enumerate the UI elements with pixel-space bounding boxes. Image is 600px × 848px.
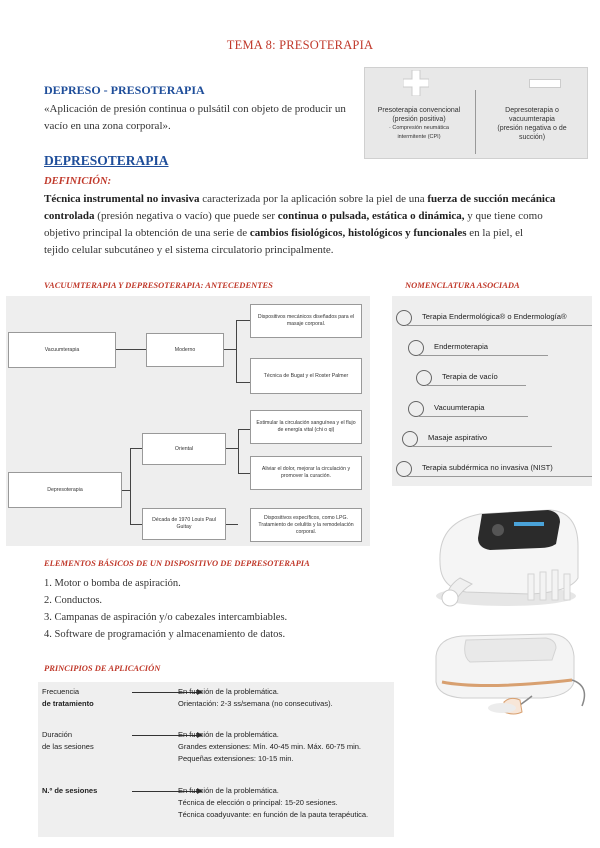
underline — [418, 416, 528, 417]
freq-label-1: Frecuencia — [42, 687, 80, 696]
node-moderno: Moderno — [146, 333, 224, 367]
def-bold-5: cambios fisiológicos, histológicos y funcionales — [249, 227, 467, 239]
dur-values — [178, 729, 361, 765]
nomenclatura-heading: NOMENCLATURA ASOCIADA — [405, 280, 520, 290]
depreso-line-1: «Aplicación de presión continua o pulsátil con objeto de producir un — [44, 103, 346, 115]
underline — [426, 385, 526, 386]
connector — [116, 349, 146, 350]
node-oriental: Oriental — [142, 433, 226, 465]
plus-icon — [403, 70, 429, 96]
def-text-4: objetivo principal la obtención de una serie de — [44, 227, 250, 239]
depreso-heading: DEPRESO - PRESOTERAPIA — [44, 83, 205, 97]
ses-values — [178, 785, 368, 821]
circle-marker — [396, 310, 412, 326]
connector — [236, 320, 237, 382]
node-bugat: Técnica de Bugat y el Roster Palmer — [250, 358, 362, 394]
connector — [122, 490, 130, 491]
connector — [238, 473, 250, 474]
def-text-6: tejido celular subcutáneo y el sistema circulatorio principalmente. — [44, 244, 334, 256]
freq-values — [178, 686, 333, 710]
dur-value-3: Pequeñas extensiones: 10-15 min. — [178, 754, 294, 763]
connector — [226, 524, 238, 525]
minus-icon — [529, 79, 561, 88]
positive-item-2: intermitente (CPI) — [397, 134, 441, 140]
definition-paragraph — [44, 191, 564, 259]
negative-title-1: Depresoterapia o — [505, 107, 559, 114]
antecedentes-heading: VACUUMTERAPIA Y DEPRESOTERAPIA: ANTECEDENTES — [44, 280, 273, 290]
node-depresoterapia: Depresoterapia — [8, 472, 122, 508]
freq-value-1: En función de la problemática. — [178, 687, 279, 696]
connector — [236, 382, 250, 383]
node-vacuumterapia: Vacuumterapia — [8, 332, 116, 368]
dur-label-1: Duración — [42, 730, 73, 739]
dur-value-1: En función de la problemática. — [178, 730, 279, 739]
connector — [130, 448, 142, 449]
depresotherapy-device-image — [420, 492, 592, 612]
node-decada-1970: Década de 1970 Louis Paul Guitay — [142, 508, 226, 540]
positive-sub: (presión positiva) — [392, 116, 446, 123]
comparison-diagram — [364, 67, 588, 159]
nom-item-label: Endermoterapia — [434, 342, 489, 351]
elementos-item: 4. Software de programación y almacenamiento de datos. — [44, 629, 286, 640]
underline — [406, 325, 592, 326]
depreso-definition — [44, 101, 364, 135]
negative-title-2: vacuumterapia — [509, 116, 555, 123]
nom-item-label: Terapia Endermológica® o Endermología® — [422, 312, 567, 321]
connector — [224, 349, 236, 350]
node-aliviar: Aliviar el dolor, mejorar la circulación y promover la curación. — [250, 456, 362, 490]
underline — [412, 446, 552, 447]
ses-value-2: Técnica de elección o principal: 15-20 sesiones. — [178, 798, 338, 807]
positive-pressure-box — [367, 100, 471, 156]
connector — [130, 524, 142, 525]
positive-item-1: · Compresión neumática — [389, 125, 449, 131]
nom-item-label: Terapia subdérmica no invasiva (NIST) — [422, 463, 553, 472]
antecedentes-diagram — [6, 296, 370, 546]
connector — [130, 448, 131, 524]
definition-label: DEFINICIÓN: — [44, 176, 112, 187]
dur-label — [42, 729, 94, 753]
depresotherapy-device-image-2 — [422, 626, 592, 716]
ses-value-3: Técnica coadyuvante: en función de la pauta terapéutica. — [178, 810, 369, 819]
underline — [418, 355, 548, 356]
connector — [238, 429, 250, 430]
circle-marker — [396, 461, 412, 477]
nomenclatura-diagram — [392, 296, 592, 486]
def-text-1: caracterizada por la aplicación sobre la piel de una — [199, 193, 428, 205]
def-bold-3: controlada — [44, 210, 95, 222]
depresoterapia-heading: DEPRESOTERAPIA — [44, 153, 169, 168]
def-bold-2: fuerza de succión mecánica — [427, 193, 556, 205]
def-bold-4: continua o pulsada, estática o dinámica, — [277, 210, 465, 222]
circle-marker — [408, 340, 424, 356]
underline — [406, 476, 592, 477]
nom-item-label: Vacuumterapia — [434, 403, 485, 412]
elementos-heading: ELEMENTOS BÁSICOS DE UN DISPOSITIVO DE DEPRESOTERAPIA — [44, 558, 310, 568]
circle-marker — [408, 401, 424, 417]
negative-pressure-box — [481, 106, 583, 142]
dur-value-2: Grandes extensiones: Mín. 40-45 min. Máx. 60-75 min. — [178, 742, 362, 751]
connector — [236, 320, 250, 321]
positive-title: Presoterapia convencional — [377, 107, 461, 114]
page-title: TEMA 8: PRESOTERAPIA — [226, 38, 374, 52]
circle-marker — [402, 431, 418, 447]
elementos-item: 1. Motor o bomba de aspiración. — [44, 578, 181, 589]
negative-sub-2: succión) — [518, 134, 546, 141]
depreso-line-2: vacío en una zona corporal». — [44, 120, 171, 132]
connector — [226, 448, 238, 449]
def-text-5: en la piel, el — [466, 227, 524, 239]
freq-label — [42, 686, 94, 710]
node-dispositivos-especificos: Dispositivos específicos, como LPG. Tratamiento de celulitis y la remodelación corporal. — [250, 508, 362, 542]
def-bold-1: Técnica instrumental no invasiva — [44, 193, 200, 205]
freq-label-2: de tratamiento — [42, 699, 94, 708]
comparison-divider — [475, 90, 476, 154]
node-dispositivos-mecanicos: Dispositivos mecánicos diseñados para el masaje corporal. — [250, 304, 362, 338]
elementos-item: 2. Conductos. — [44, 595, 103, 606]
ses-value-1: En función de la problemática. — [178, 786, 279, 795]
ses-label-1: N.º de sesiones — [42, 786, 98, 795]
def-text-3: y que tiene como — [464, 210, 543, 222]
principios-heading: PRINCIPIOS DE APLICACIÓN — [44, 663, 161, 673]
dur-label-2: de las sesiones — [42, 742, 94, 751]
circle-marker — [416, 370, 432, 386]
elementos-list — [44, 575, 384, 643]
nom-item-label: Terapia de vacío — [442, 372, 498, 381]
freq-value-2: Orientación: 2-3 ss/semana (no consecutivas). — [178, 699, 333, 708]
def-text-2: (presión negativa o vacío) que puede ser — [94, 210, 278, 222]
nom-item-label: Masaje aspirativo — [428, 433, 488, 442]
negative-sub-1: (presión negativa o de — [497, 125, 567, 132]
elementos-item: 3. Campanas de aspiración y/o cabezales intercambiables. — [44, 612, 288, 623]
node-estimular: Estimular la circulación sanguínea y el flujo de energía vital (chi o qi) — [250, 410, 362, 444]
principios-table — [38, 682, 394, 837]
ses-label — [42, 785, 97, 797]
connector — [238, 429, 239, 473]
